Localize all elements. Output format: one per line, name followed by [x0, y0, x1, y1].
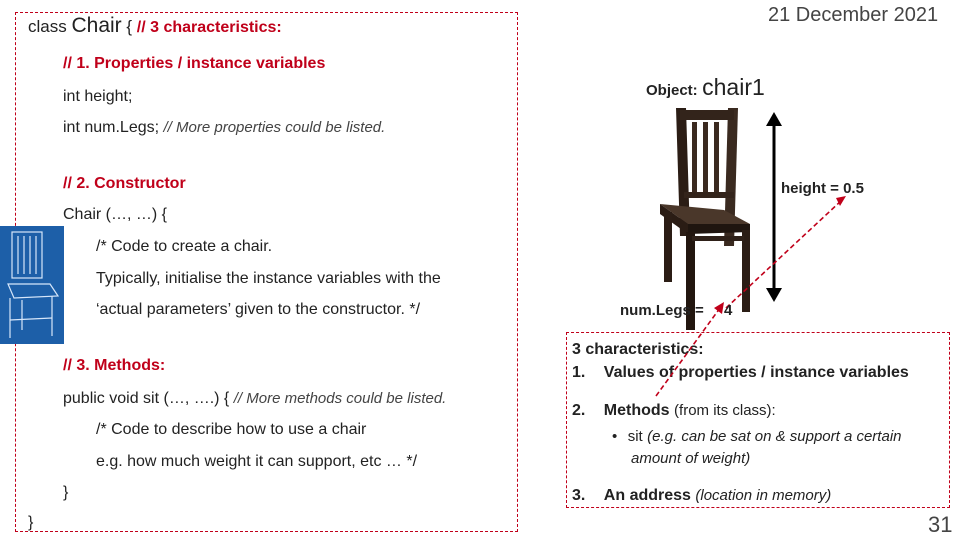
- numlegs-pointer: [650, 300, 733, 400]
- object-label-prefix: Object:: [646, 82, 698, 99]
- numlegs-text: num.Legs =: [620, 302, 704, 319]
- summary-item-3-note: (location in memory): [695, 487, 832, 504]
- chair-diagram: [620, 100, 900, 330]
- comment-constructor: // 2. Constructor: [63, 175, 186, 192]
- summary-item-2-text: Methods: [603, 402, 670, 419]
- summary-sub-item: [612, 428, 902, 446]
- summary-sub-note-1: (e.g. can be sat on & support a certain: [647, 428, 902, 445]
- summary-item-3-text: An address: [603, 487, 691, 504]
- method-comment: // More methods could be listed.: [233, 390, 447, 407]
- summary-sub-item-text: sit: [627, 428, 643, 445]
- page-number: 31: [928, 512, 953, 537]
- constructor-signature: Chair (…, …) {: [63, 206, 168, 223]
- height-arrow: [766, 112, 782, 302]
- chair-image: [660, 108, 750, 330]
- date-label: 21 December 2021: [768, 4, 939, 26]
- open-brace: {: [121, 17, 137, 36]
- property-height: int height;: [63, 88, 133, 105]
- method-line-1: /* Code to describe how to use a chair: [96, 421, 367, 438]
- constructor-line-3: ‘actual parameters’ given to the constructor. */: [96, 301, 421, 318]
- object-label: [646, 74, 765, 101]
- blueprint-chair-image: [0, 226, 64, 344]
- method-signature: [63, 390, 446, 408]
- property-numlegs-text: int num.Legs;: [63, 119, 160, 136]
- comment-methods: // 3. Methods:: [63, 357, 166, 374]
- class-name: Chair: [71, 14, 122, 37]
- method-line-2: e.g. how much weight it can support, etc … */: [96, 453, 418, 470]
- header-comment: // 3 characteristics:: [136, 19, 282, 36]
- method-signature-text: public void sit (…, ….) {: [63, 390, 230, 407]
- summary-sub-note-2: amount of weight): [631, 450, 751, 467]
- bullet-icon: •: [612, 428, 618, 445]
- summary-title: 3 characteristics:: [572, 341, 704, 358]
- constructor-line-2: Typically, initialise the instance variables with the: [96, 270, 441, 287]
- summary-item-2: [572, 402, 776, 420]
- property-comment: // More properties could be listed.: [163, 119, 386, 136]
- summary-item-2-number: 2.: [572, 402, 586, 419]
- summary-item-1: [572, 364, 909, 382]
- constructor-line-1: /* Code to create a chair.: [96, 238, 273, 255]
- object-name: chair1: [702, 74, 765, 100]
- class-header: [28, 14, 282, 38]
- comment-properties: // 1. Properties / instance variables: [63, 55, 326, 72]
- summary-item-3: [572, 487, 831, 505]
- class-keyword: class: [28, 17, 72, 36]
- height-value-label: height = 0.5: [781, 180, 864, 197]
- class-close-brace: }: [28, 514, 34, 531]
- property-numlegs: [63, 119, 385, 137]
- summary-item-1-number: 1.: [572, 364, 586, 381]
- summary-item-2-note: (from its class):: [674, 402, 776, 419]
- numlegs-value: 4: [723, 302, 733, 319]
- summary-item-1-text: Values of properties / instance variables: [603, 364, 909, 381]
- method-close-brace: }: [63, 484, 69, 501]
- summary-item-3-number: 3.: [572, 487, 586, 504]
